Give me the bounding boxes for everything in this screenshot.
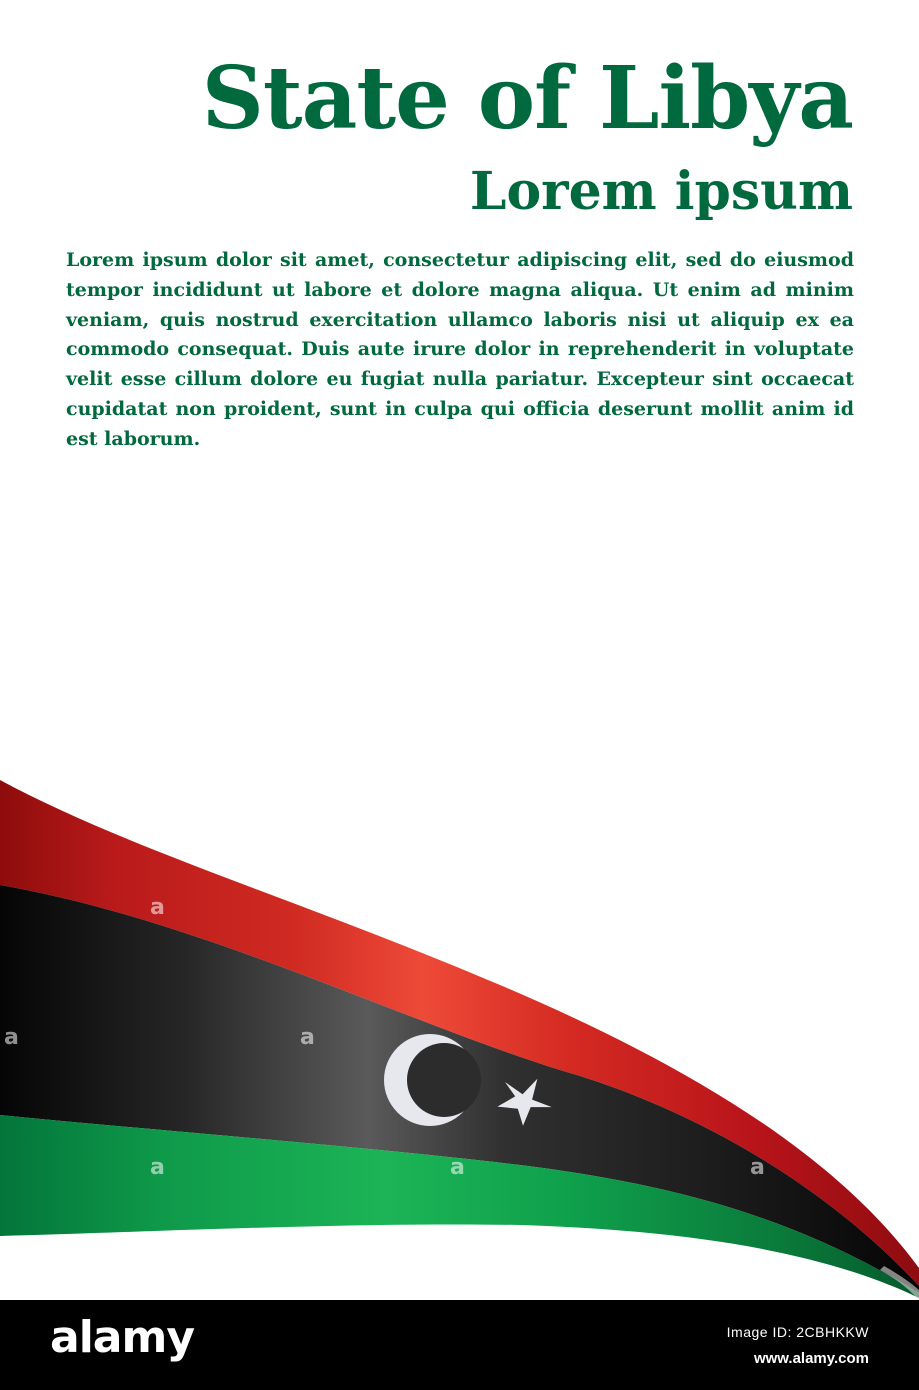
watermark-a-icon: a: [750, 1155, 765, 1180]
watermark-a-icon: a: [450, 1155, 465, 1180]
watermark-a-icon: a: [4, 1025, 19, 1050]
watermark-a-icon: a: [150, 1155, 165, 1180]
watermark-a-icon: a: [300, 1025, 315, 1050]
watermark-a-icon: a: [450, 895, 465, 920]
alamy-logo: alamy: [50, 1312, 194, 1363]
page-title: State of Libya: [201, 48, 853, 149]
image-id-label: Image ID: 2CBHKKW: [726, 1324, 869, 1340]
page-subtitle: Lorem ipsum: [469, 161, 853, 222]
site-url: www.alamy.com: [753, 1350, 869, 1367]
body-paragraph: Lorem ipsum dolor sit amet, consectetur adipiscing elit, sed do eiusmod tempor incididunt ut labore et dolore magna aliqua. Ut enim ad minim veniam, quis nostrud exercitation ullamco laboris nisi ut aliquip ex ea commodo consequat. Duis aute irure dolor in reprehenderit in voluptate velit esse cillum dolore eu fugiat nulla pariatur. Excepteur sint occaecat cupidatat non proident, sunt in culpa qui officia deserunt mollit anim id est laborum.: [66, 249, 854, 450]
footer-bar: [0, 1300, 919, 1390]
watermark-a-icon: a: [150, 895, 165, 920]
